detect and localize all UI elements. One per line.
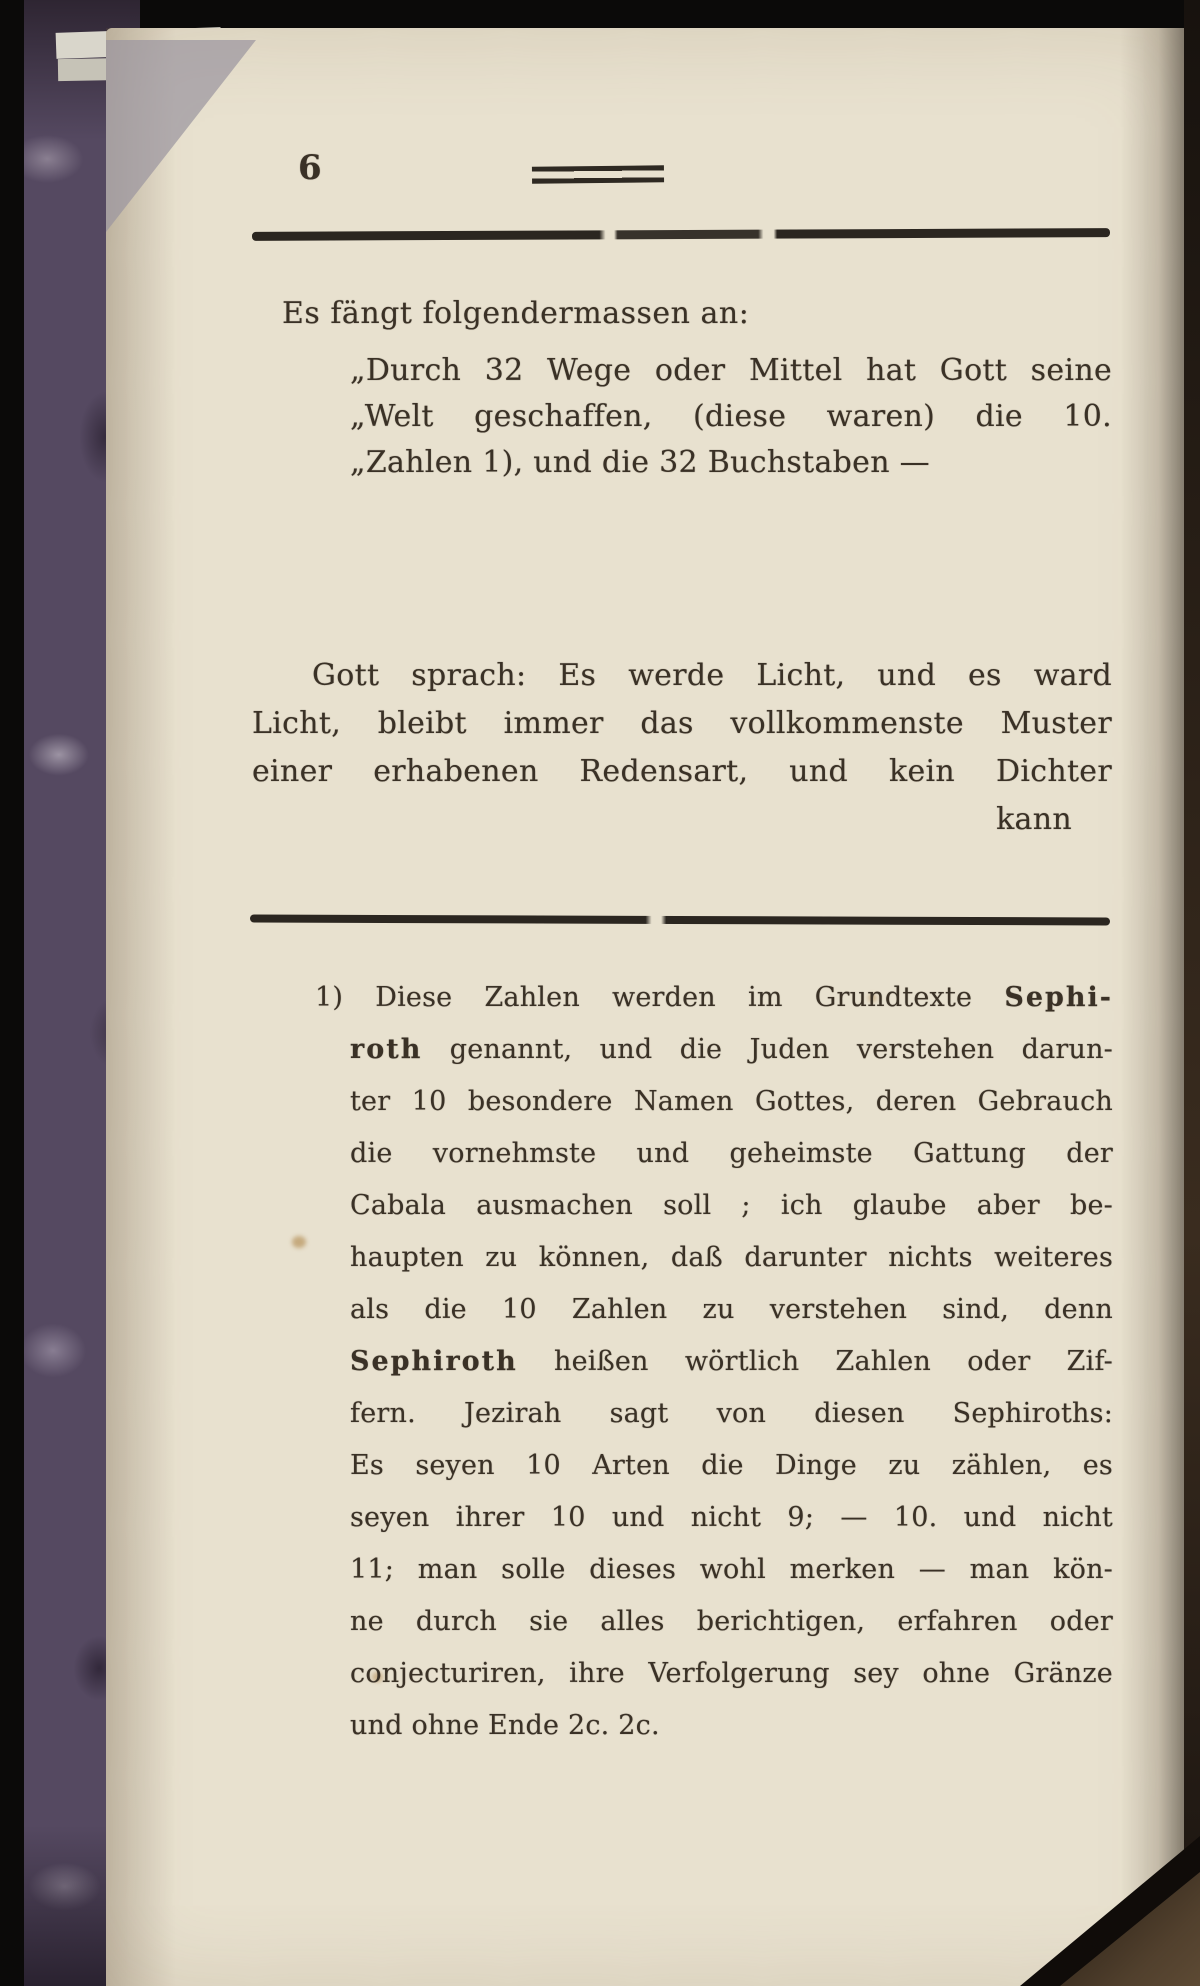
text-line: einer erhabenen Redensart, und kein Dichter — [252, 754, 1112, 789]
footnote-line: ne durch sie alles berichtigen, erfahren oder — [350, 1606, 1113, 1637]
catchword: kann — [996, 802, 1072, 837]
footnote-emphasis: roth — [350, 1034, 423, 1065]
quote-block — [350, 348, 1112, 486]
body-paragraph — [252, 652, 1112, 844]
footnote-text: 1) Diese Zahlen werden im Grundtexte — [315, 982, 1005, 1013]
text-line: Licht, bleibt immer das vollkommenste Muster — [252, 706, 1112, 741]
footnote-line: fern. Jezirah sagt von diesen Sephiroths: — [350, 1398, 1113, 1429]
footnote-line: conjecturiren, ihre Verfolgerung sey ohne Gränze — [350, 1658, 1113, 1689]
footnote-line — [350, 1024, 1113, 1076]
text-line: Gott sprach: Es werde Licht, und es ward — [312, 658, 1112, 693]
page-number: 6 — [298, 148, 322, 188]
footnote-line: als die 10 Zahlen zu verstehen sind, denn — [350, 1294, 1113, 1325]
footnote-emphasis: Sephi- — [1004, 982, 1113, 1013]
footnote-line — [315, 972, 1113, 1024]
footnote-line: ter 10 besondere Namen Gottes, deren Gebrauch — [350, 1086, 1113, 1117]
footnote-line: 11; man solle dieses wohl merken — man kön- — [350, 1554, 1113, 1585]
intro-line: Es fängt folgendermassen an: — [282, 296, 750, 331]
paper-stain — [292, 1236, 306, 1248]
footnote-block — [315, 972, 1113, 1752]
footnote-line: seyen ihrer 10 und nicht 9; — 10. und nicht — [350, 1502, 1113, 1533]
footnote-line: haupten zu können, daß darunter nichts weiteres — [350, 1242, 1113, 1273]
footnote-line: Cabala ausmachen soll ; ich glaube aber be- — [350, 1190, 1113, 1221]
text-line: „Durch 32 Wege oder Mittel hat Gott seine — [350, 353, 1112, 388]
footnote-emphasis: Sephiroth — [350, 1346, 518, 1377]
text-line: „Zahlen 1), und die 32 Buchstaben — — [350, 445, 930, 480]
header-ornament — [532, 165, 664, 183]
footnote-line: die vornehmste und geheimste Gattung der — [350, 1138, 1113, 1169]
footnote-text: genannt, und die Juden verstehen darun- — [422, 1034, 1113, 1065]
footnote-line: und ohne Ende 2c. 2c. — [350, 1710, 660, 1741]
footnote-line — [350, 1336, 1113, 1388]
footnote-text: heißen wörtlich Zahlen oder Zif- — [517, 1346, 1113, 1377]
text-line: „Welt geschaffen, (diese waren) die 10. — [350, 399, 1112, 434]
footnote-line: Es seyen 10 Arten die Dinge zu zählen, es — [350, 1450, 1113, 1481]
cover-edge-right — [1184, 0, 1200, 1986]
